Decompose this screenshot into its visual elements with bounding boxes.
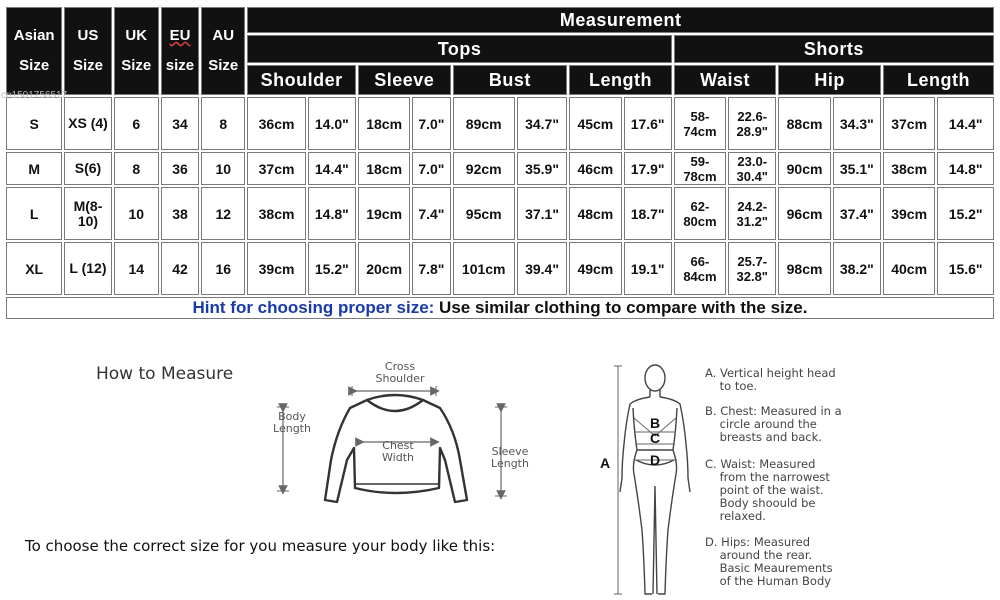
cell-asian: M [6,152,62,185]
note-a: A. Vertical height head to toe. [705,366,836,393]
note-d: D. Hips: Measured around the rear. Basic Meaurements of the Human Body [705,535,833,588]
note-c: C. Waist: Measured from the narrowest point of the waist. Body shoould be relaxed. [705,457,830,523]
cell-au: 10 [201,152,245,185]
cell-sleeve-in: 7.0" [412,152,450,185]
note-b: B. Chest: Measured in a circle around the breasts and back. [705,404,842,444]
header-shorts: Shorts [674,35,994,63]
header-bust: Bust [453,65,568,95]
cell-au: 12 [201,187,245,240]
cell-sleeve-in: 7.4" [412,187,450,240]
header-au-line1: AU [212,27,235,44]
cell-bust-cm: 95cm [453,187,515,240]
cell-bust-in: 35.9" [517,152,567,185]
header-eu-size [161,7,199,95]
cell-shoulder-in: 14.4" [308,152,356,185]
cell-waist-in: 25.7-32.8" [728,242,776,295]
cell-uk: 14 [114,242,159,295]
cell-au: 16 [201,242,245,295]
cell-sleeve-in: 7.8" [412,242,450,295]
cell-slength-in: 15.6" [937,242,994,295]
cell-bust-cm: 92cm [453,152,515,185]
header-uk-size [114,7,159,95]
size-chart-table [4,5,996,321]
header-asian-line2: Size [19,57,50,74]
sleeve-length-label: Sleeve Length [491,445,529,470]
label-c: C [650,430,661,446]
header-waist: Waist [674,65,777,95]
cell-waist-in: 22.6-28.9" [728,97,776,150]
cell-waist-cm: 66-84cm [674,242,726,295]
cell-length-in: 17.9" [624,152,672,185]
cell-asian: S [6,97,62,150]
cell-eu: 38 [161,187,199,240]
cell-sleeve-cm: 20cm [358,242,410,295]
cell-uk: 6 [114,97,159,150]
header-measurement: Measurement [247,7,994,33]
header-asian-line1: Asian [13,27,55,44]
cell-length-in: 17.6" [624,97,672,150]
table-row [6,187,994,240]
cell-bust-in: 34.7" [517,97,567,150]
header-us-line1: US [77,27,99,44]
header-eu-line2: size [165,57,195,74]
cell-hip-in: 37.4" [833,187,881,240]
header-sleeve: Sleeve [358,65,451,95]
cell-slength-cm: 40cm [883,242,935,295]
watermark: cn1501756517 [1,90,68,101]
cell-hip-in: 38.2" [833,242,881,295]
cell-shoulder-cm: 36cm [247,97,305,150]
header-length-tops: Length [569,65,672,95]
cell-asian: XL [6,242,62,295]
cell-length-cm: 49cm [569,242,621,295]
cell-shoulder-in: 15.2" [308,242,356,295]
body-length-label: Body Length [273,410,311,435]
cell-waist-cm: 62-80cm [674,187,726,240]
cell-us: L (12) [64,242,111,295]
header-eu-line1: EU [169,27,191,44]
cell-waist-in: 23.0-30.4" [728,152,776,185]
header-hip: Hip [778,65,881,95]
cell-bust-in: 39.4" [517,242,567,295]
cell-shoulder-in: 14.0" [308,97,356,150]
hint-cell [6,297,994,319]
cell-shoulder-in: 14.8" [308,187,356,240]
header-us-line2: Size [72,57,103,74]
header-shoulder: Shoulder [247,65,356,95]
header-tops: Tops [247,35,671,63]
cell-hip-cm: 98cm [778,242,830,295]
cell-bust-cm: 101cm [453,242,515,295]
cell-sleeve-cm: 18cm [358,152,410,185]
cell-eu: 36 [161,152,199,185]
cell-slength-in: 15.2" [937,187,994,240]
cell-sleeve-in: 7.0" [412,97,450,150]
cell-length-cm: 45cm [569,97,621,150]
choose-size-instruction: To choose the correct size for you measure your body like this: [25,537,496,555]
header-us-size [64,7,111,95]
cell-slength-cm: 38cm [883,152,935,185]
cell-sleeve-cm: 18cm [358,97,410,150]
cell-slength-in: 14.8" [937,152,994,185]
label-d: D [650,452,661,468]
header-length-shorts: Length [883,65,994,95]
cell-hip-cm: 88cm [778,97,830,150]
cell-hip-in: 35.1" [833,152,881,185]
cell-uk: 10 [114,187,159,240]
cell-slength-in: 14.4" [937,97,994,150]
table-row [6,97,994,150]
header-asian-size [6,7,62,95]
header-uk-line2: Size [121,57,152,74]
cross-shoulder-label: Cross Shoulder [375,360,425,385]
table-row [6,242,994,295]
label-b: B [650,415,661,431]
cell-shoulder-cm: 38cm [247,187,305,240]
cell-bust-cm: 89cm [453,97,515,150]
human-body-diagram [600,360,710,600]
cell-length-cm: 46cm [569,152,621,185]
hint-label: Hint for choosing proper size: [192,298,435,317]
hint-text: Use similar clothing to compare with the size. [434,298,808,317]
header-au-size [201,7,245,95]
table-row [6,152,994,185]
cell-slength-cm: 37cm [883,97,935,150]
cell-length-cm: 48cm [569,187,621,240]
cell-bust-in: 37.1" [517,187,567,240]
cell-shoulder-cm: 37cm [247,152,305,185]
header-au-line2: Size [208,57,239,74]
header-uk-line1: UK [125,27,148,44]
chest-width-label: Chest Width [382,439,414,464]
cell-uk: 8 [114,152,159,185]
cell-asian: L [6,187,62,240]
cell-sleeve-cm: 19cm [358,187,410,240]
cell-length-in: 18.7" [624,187,672,240]
hint-row [6,297,994,319]
cell-length-in: 19.1" [624,242,672,295]
cell-shoulder-cm: 39cm [247,242,305,295]
cell-waist-cm: 59-78cm [674,152,726,185]
cell-us: M(8-10) [64,187,111,240]
cell-au: 8 [201,97,245,150]
cell-hip-cm: 96cm [778,187,830,240]
cell-eu: 42 [161,242,199,295]
cell-us: S(6) [64,152,111,185]
cell-hip-cm: 90cm [778,152,830,185]
cell-hip-in: 34.3" [833,97,881,150]
cell-eu: 34 [161,97,199,150]
cell-slength-cm: 39cm [883,187,935,240]
cell-waist-cm: 58-74cm [674,97,726,150]
cell-us: XS (4) [64,97,111,150]
how-to-measure-title: How to Measure [96,364,234,384]
label-a: A [600,455,611,471]
cell-waist-in: 24.2-31.2" [728,187,776,240]
